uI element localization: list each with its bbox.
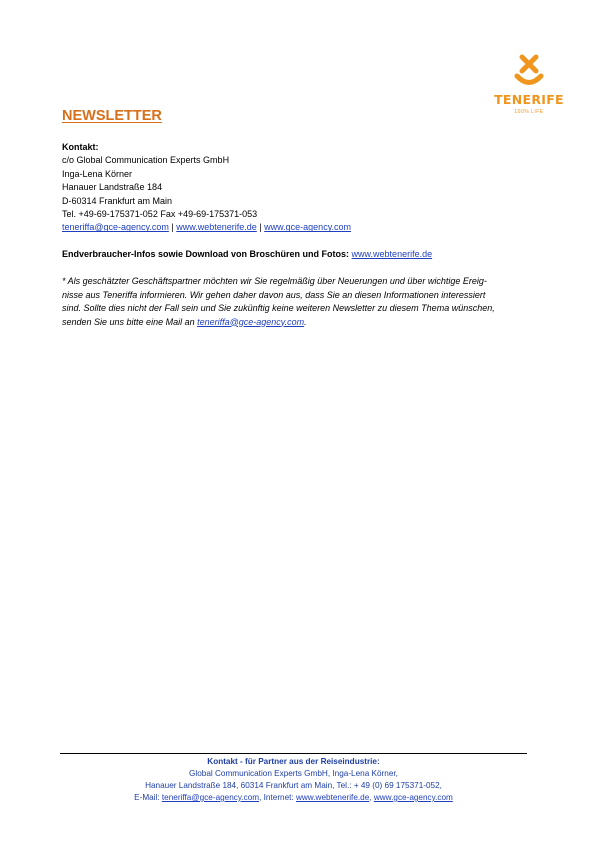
footer-links (60, 792, 527, 804)
notice-line: sind. Sollte dies nicht der Fall sein und Sie zukünftig keine weiteren Newsletter zu diesem Thema wünschen, (62, 303, 495, 313)
footer-company: Global Communication Experts GmbH, Inga-Lena Körner, (189, 769, 398, 778)
footer-internet-label: , Internet: (259, 793, 294, 802)
notice-line4-text: senden Sie uns bitte eine Mail an (62, 316, 195, 327)
footer-email-label: E-Mail: (134, 793, 160, 802)
footer-website1-link[interactable]: www.webtenerife.de (295, 793, 370, 802)
footer-email-link[interactable]: teneriffa@gce-agency.com (161, 793, 260, 802)
contact-block (62, 141, 351, 235)
footer-comma: , (369, 793, 372, 802)
contact-website1-link[interactable]: www.webtenerife.de (176, 222, 257, 233)
contact-phone-fax: Tel. +49-69-175371-052 Fax +49-69-175371-053 (62, 209, 258, 220)
download-info-link[interactable]: www.webtenerife.de (351, 249, 433, 259)
notice-line-last (62, 316, 534, 330)
link-separator: | (259, 222, 262, 233)
page-title: NEWSLETTER (62, 108, 162, 124)
footer-title: Kontakt - für Partner aus der Reiseindustrie: (207, 757, 380, 766)
logo-tagline: 100% LIFE (514, 109, 544, 115)
contact-city: D-60314 Frankfurt am Main (62, 195, 173, 206)
footer-address: Hanauer Landstraße 184, 60314 Frankfurt am Main, Tel.: + 49 (0) 69 175371-052, (145, 781, 442, 790)
contact-company: c/o Global Communication Experts GmbH (62, 155, 230, 166)
tenerife-logo-icon (512, 52, 546, 92)
notice-line4-end: . (304, 316, 307, 327)
tenerife-logo (482, 52, 576, 116)
download-info-text: Endverbraucher-Infos sowie Download von Broschüren und Fotos: (62, 249, 350, 259)
logo-brand-text: TENERIFE (494, 92, 564, 107)
download-info (62, 249, 432, 259)
contact-links (62, 221, 351, 234)
notice-line: nisse aus Teneriffa informieren. Wir gehen daher davon aus, dass Sie an diesen Informationen interessiert (62, 289, 486, 300)
notice-line: * Als geschätzter Geschäftspartner möchten wir Sie regelmäßig über Neuerungen und über wichtige Ereig- (62, 276, 487, 286)
contact-label: Kontakt: (62, 142, 99, 152)
contact-person: Inga-Lena Körner (62, 168, 133, 179)
link-separator: | (171, 222, 174, 233)
newsletter-notice (62, 275, 534, 329)
footer-website2-link[interactable]: www.gce-agency.com (373, 793, 453, 802)
footer-divider (60, 753, 527, 754)
contact-website2-link[interactable]: www.gce-agency.com (264, 222, 352, 233)
contact-email-link[interactable]: teneriffa@gce-agency.com (62, 222, 169, 233)
notice-email-link[interactable]: teneriffa@gce-agency.com (197, 316, 305, 327)
contact-street: Hanauer Landstraße 184 (62, 182, 163, 193)
footer (60, 756, 527, 804)
